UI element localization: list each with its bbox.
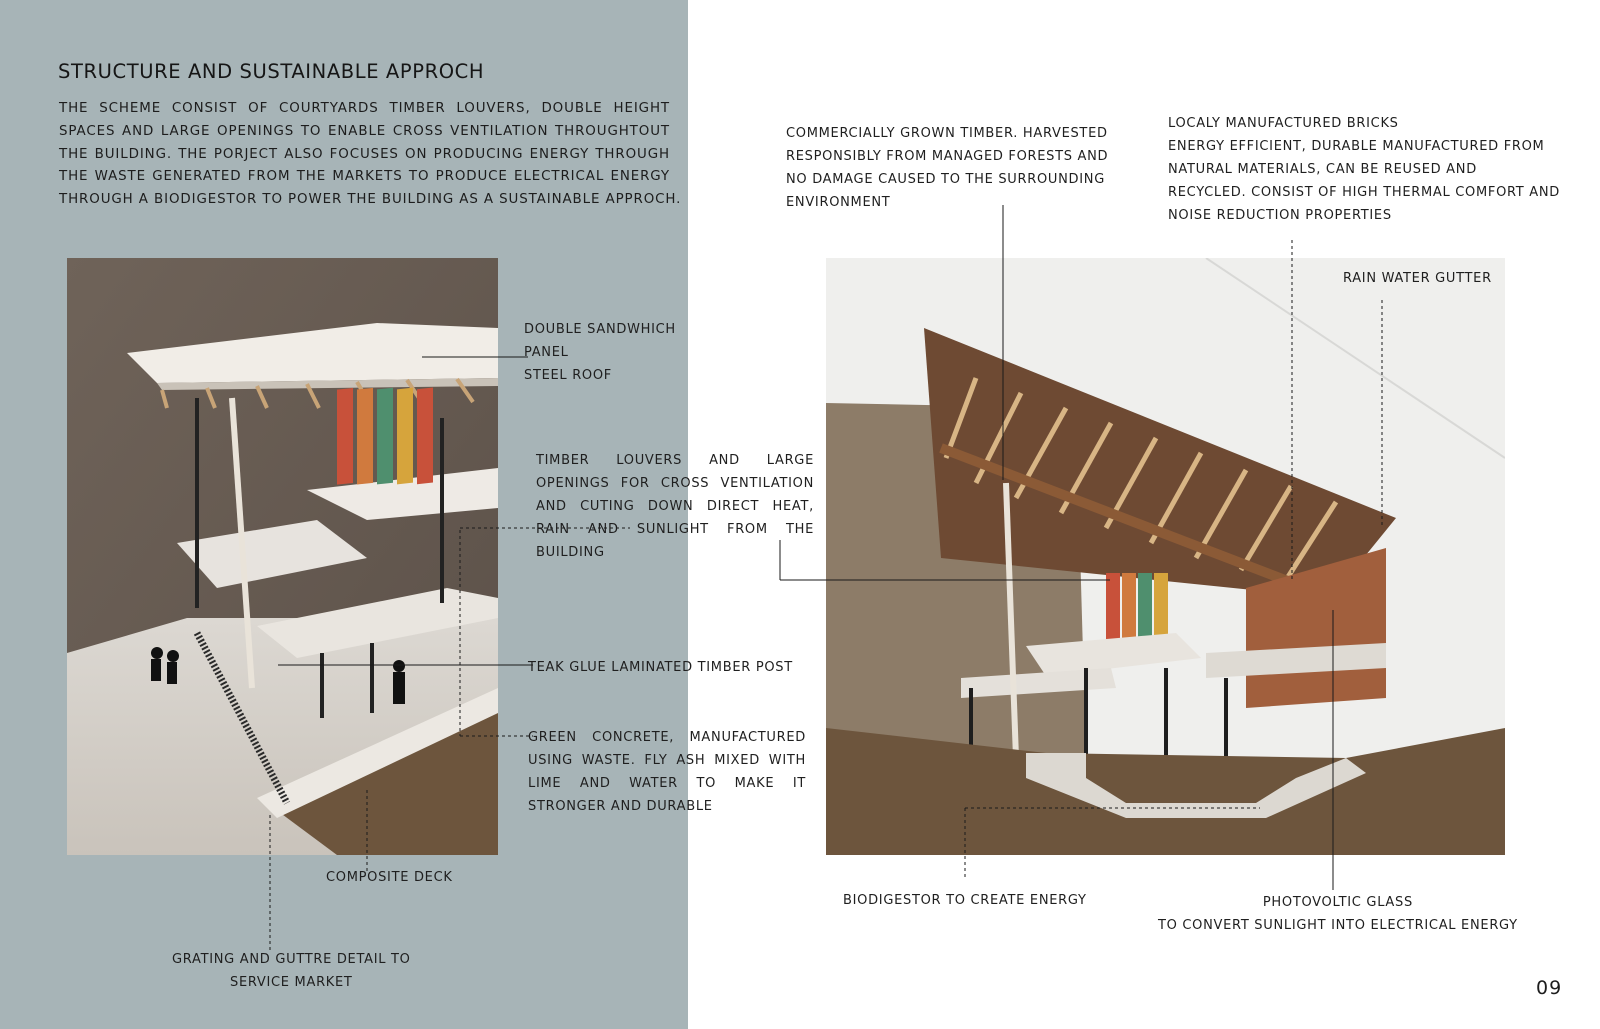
label-line: TEAK GLUE LAMINATED TIMBER POST — [528, 660, 793, 675]
label-photovoltic — [1158, 891, 1518, 937]
label-line: TO CONVERT SUNLIGHT INTO ELECTRICAL ENERGY — [1158, 918, 1518, 933]
label-line: ENERGY EFFICIENT, DURABLE MANUFACTURED FROM — [1168, 139, 1545, 154]
label-timber — [786, 122, 1108, 214]
label-line: PHOTOVOLTIC GLASS — [1262, 895, 1413, 910]
label-line: NATURAL MATERIALS, CAN BE REUSED AND — [1168, 162, 1477, 177]
label-bricks — [1168, 112, 1560, 227]
label-line: NO DAMAGE CAUSED TO THE SURROUNDING — [786, 172, 1105, 187]
intro-line: SPACES AND LARGE OPENINGS TO ENABLE CROSS VENTILATION THROUGHTOUT — [59, 123, 670, 139]
right-model-photo — [826, 258, 1505, 855]
label-line: GRATING AND GUTTRE DETAIL TO — [172, 952, 411, 967]
label-roof — [524, 318, 676, 387]
intro-line: THE WASTE GENERATED FROM THE MARKETS TO PRODUCE ELECTRICAL ENERGY — [59, 169, 670, 185]
label-line: PANEL — [524, 345, 569, 360]
label-line: BUILDING — [536, 545, 605, 560]
label-line: COMMERCIALLY GROWN TIMBER. HARVESTED — [786, 126, 1108, 141]
label-line: STRONGER AND DURABLE — [528, 799, 713, 814]
label-line: LIME AND WATER TO MAKE IT — [528, 776, 806, 791]
label-louvers — [536, 449, 814, 564]
label-line: NOISE REDUCTION PROPERTIES — [1168, 208, 1392, 223]
label-deck — [326, 866, 453, 889]
label-line: STEEL ROOF — [524, 368, 612, 383]
intro-line: THROUGH A BIODIGESTOR TO POWER THE BUILDING AS A SUSTAINABLE APPROCH. — [59, 192, 682, 208]
label-line: ENVIRONMENT — [786, 195, 891, 210]
label-line: LOCALY MANUFACTURED BRICKS — [1168, 116, 1399, 131]
label-line: RESPONSIBLY FROM MANAGED FORESTS AND — [786, 149, 1109, 164]
label-line: GREEN CONCRETE, MANUFACTURED — [528, 730, 806, 745]
intro-line: THE SCHEME CONSIST OF COURTYARDS TIMBER LOUVERS, DOUBLE HEIGHT — [59, 101, 670, 116]
label-gutter — [1343, 267, 1492, 290]
page-number: 09 — [1536, 977, 1563, 999]
label-line: OPENINGS FOR CROSS VENTILATION — [536, 476, 814, 491]
label-line: RAIN AND SUNLIGHT FROM THE — [536, 522, 814, 537]
label-line: SERVICE MARKET — [230, 975, 353, 990]
label-line: BIODIGESTOR TO CREATE ENERGY — [843, 893, 1087, 908]
label-concrete — [528, 726, 806, 818]
intro-line: THE BUILDING. THE PORJECT ALSO FOCUSES ON PRODUCING ENERGY THROUGH — [59, 146, 670, 162]
label-line: AND CUTING DOWN DIRECT HEAT, — [536, 499, 814, 514]
label-line: RECYCLED. CONSIST OF HIGH THERMAL COMFORT AND — [1168, 185, 1560, 200]
label-post — [528, 656, 793, 679]
label-line: DOUBLE SANDWHICH — [524, 322, 676, 337]
label-line: RAIN WATER GUTTER — [1343, 271, 1492, 286]
label-grating — [172, 948, 411, 994]
left-model-illustration — [67, 258, 498, 855]
label-biodigestor — [843, 889, 1087, 912]
page-title: STRUCTURE AND SUSTAINABLE APPROCH — [58, 60, 485, 83]
label-line: TIMBER LOUVERS AND LARGE — [536, 453, 814, 468]
right-model-illustration — [826, 258, 1505, 855]
label-line: COMPOSITE DECK — [326, 870, 453, 885]
intro-paragraph — [59, 98, 682, 212]
label-line: USING WASTE. FLY ASH MIXED WITH — [528, 753, 806, 768]
left-model-photo — [67, 258, 498, 855]
